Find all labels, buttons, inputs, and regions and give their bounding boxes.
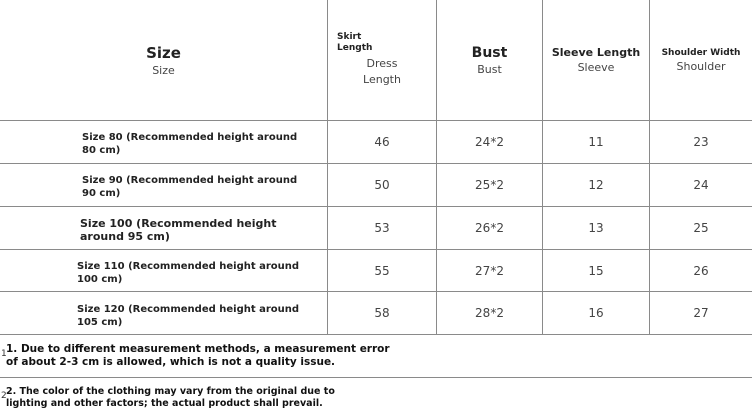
note-1-number: 1: [1, 349, 7, 359]
row-1-bust: 24*2: [475, 135, 504, 149]
header-length-sub: Dress Length: [363, 57, 401, 86]
row-divider: [0, 377, 752, 378]
row-3-sleeve: 13: [588, 221, 604, 235]
row-2-length: 50: [374, 178, 390, 192]
row-divider: [0, 334, 752, 335]
row-4-shoulder: 26: [693, 263, 709, 278]
header-sleeve: [543, 0, 649, 120]
row-4-length: 55: [374, 263, 390, 278]
row-5-bust: 28*2: [475, 306, 504, 320]
row-2-shoulder: 24: [693, 178, 709, 192]
row-2-size: Size 90 (Recommended height around 90 cm): [82, 175, 298, 199]
row-5-length: 58: [374, 306, 390, 320]
row-2-bust: 25*2: [475, 178, 504, 192]
header-size-sub: Size: [152, 63, 175, 77]
header-shoulder: [650, 0, 752, 120]
row-4-size: Size 110 (Recommended height around 100 cm): [77, 261, 300, 285]
row-3-length: 53: [374, 221, 390, 235]
note-1-text: 1. Due to different measurement methods, a measurement error of about 2-3 cm is allowed, which is not a quality issue.: [6, 343, 390, 368]
header-bust-label: Bust: [471, 44, 508, 61]
header-length: [328, 0, 436, 120]
row-5-size: Size 120 (Recommended height around 105 cm): [77, 304, 300, 328]
header-bust: [437, 0, 542, 120]
row-3-size: Size 100 (Recommended height around 95 cm): [80, 217, 277, 243]
header-sleeve-label: Sleeve Length: [551, 46, 641, 59]
row-4-bust: 27*2: [475, 263, 504, 278]
note-2-number: 2: [1, 391, 7, 401]
row-3-shoulder: 25: [693, 221, 709, 235]
row-1-sleeve: 11: [588, 135, 604, 149]
header-size-label: Size: [146, 43, 181, 62]
row-5-shoulder: 27: [693, 306, 709, 320]
header-sleeve-sub: Sleeve: [577, 61, 615, 74]
header-shoulder-sub: Shoulder: [676, 59, 726, 73]
header-length-label: Skirt Length: [337, 32, 373, 53]
row-1-shoulder: 23: [693, 135, 709, 149]
row-4-sleeve: 15: [588, 263, 604, 278]
row-2-sleeve: 12: [588, 178, 604, 192]
note-2-text: 2. The color of the clothing may vary from the original due to lighting and other factors; the actual product shall prevail.: [6, 386, 335, 409]
header-bust-sub: Bust: [477, 62, 502, 76]
header-shoulder-label: Shoulder Width: [661, 47, 741, 58]
row-1-size: Size 80 (Recommended height around 80 cm): [82, 132, 298, 156]
row-5-sleeve: 16: [588, 306, 604, 320]
row-3-bust: 26*2: [475, 221, 504, 235]
row-1-length: 46: [374, 135, 390, 149]
header-size: [0, 0, 327, 120]
